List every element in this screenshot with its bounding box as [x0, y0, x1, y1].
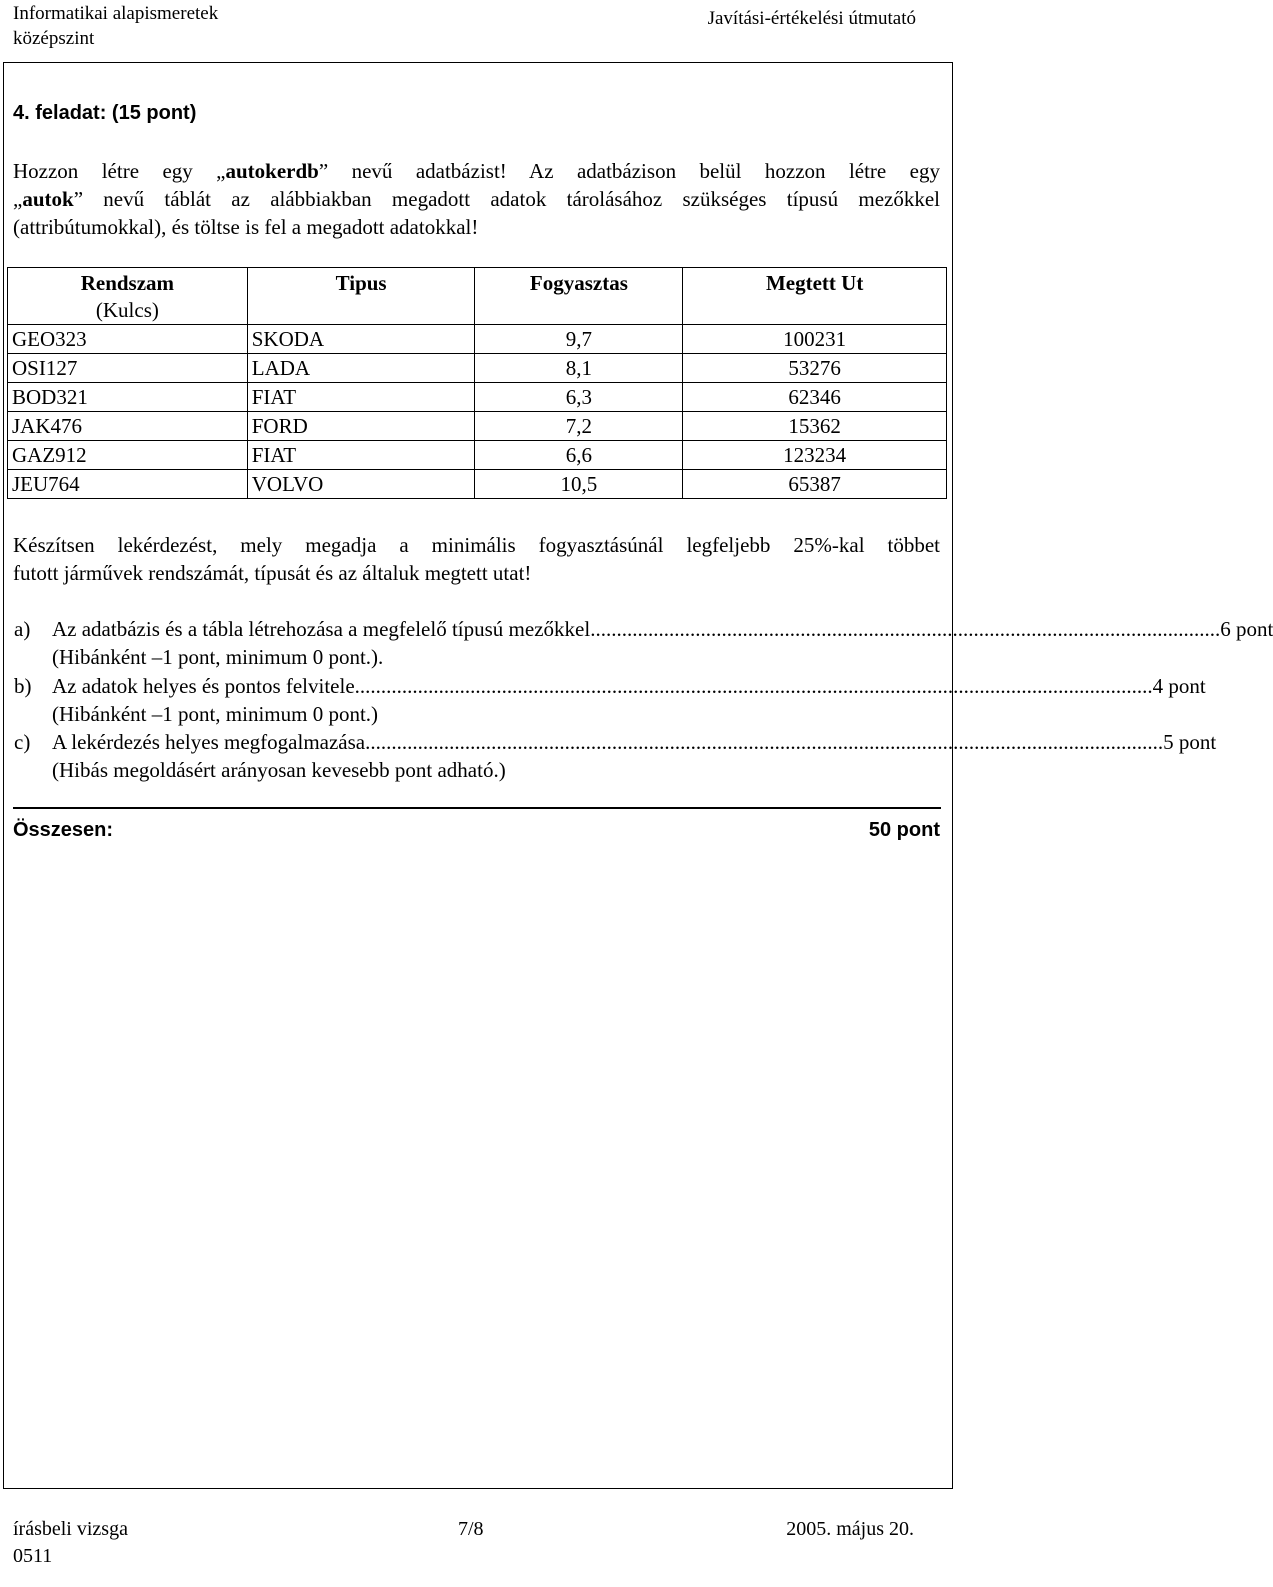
table-row: GEO323 SKODA 9,7 100231	[8, 325, 947, 354]
total-label: Összesen:	[13, 819, 114, 841]
header-subject: Informatikai alapismeretek	[13, 3, 219, 24]
score-note-b: (Hibánként –1 pont, minimum 0 pont.)	[52, 702, 379, 726]
header-rendszam: Rendszam (Kulcs)	[8, 268, 248, 325]
total-divider	[13, 807, 941, 809]
table-row: BOD321 FIAT 6,3 62346	[8, 383, 947, 412]
table-row: JEU764 VOLVO 10,5 65387	[8, 470, 947, 499]
footer-date: 2005. május 20.	[786, 1518, 914, 1540]
intro-line-2: „autok” nevű táblát az alábbiakban megadott adatok tárolásához szükséges típusú mezőkkel	[13, 187, 940, 211]
header-megtett-ut: Megtett Ut	[683, 268, 947, 325]
footer-exam-type: írásbeli vizsga	[13, 1518, 128, 1540]
total-points: 50 pont	[868, 819, 940, 841]
footer-page-number: 7/8	[458, 1518, 484, 1540]
score-item-b: b) Az adatok helyes és pontos felvitele ........................................................................................................................................................ 4 pont	[14, 674, 1206, 698]
query-line-1: Készítsen lekérdezést, mely megadja a minimális fogyasztásúnál legfeljebb 25%-kal többet	[13, 533, 940, 557]
header-level: középszint	[13, 28, 95, 49]
table-row: GAZ912 FIAT 6,6 123234	[8, 441, 947, 470]
footer-code: 0511	[13, 1545, 53, 1567]
score-item-c: c) A lekérdezés helyes megfogalmazása ........................................................................................................................................................ 5 pont	[14, 730, 1217, 754]
task-title: 4. feladat: (15 pont)	[13, 102, 197, 124]
score-note-a: (Hibánként –1 pont, minimum 0 pont.).	[52, 645, 384, 669]
table-row: OSI127 LADA 8,1 53276	[8, 354, 947, 383]
header-fogyasztas: Fogyasztas	[475, 268, 683, 325]
intro-line-1: Hozzon létre egy „autokerdb” nevű adatbázist! Az adatbázison belül hozzon létre egy	[13, 159, 940, 183]
header-tipus: Tipus	[247, 268, 475, 325]
query-line-2: futott járművek rendszámát, típusát és az általuk megtett utat!	[13, 561, 532, 585]
header-guide-title: Javítási-értékelési útmutató	[707, 8, 916, 29]
db-name: autokerdb	[225, 159, 319, 183]
cars-table	[7, 267, 947, 499]
score-note-c: (Hibás megoldásért arányosan kevesebb pont adható.)	[52, 758, 506, 782]
score-item-a: a) Az adatbázis és a tábla létrehozása a megfelelő típusú mezőkkel ........................................................................................................................ 6 pont	[14, 617, 1273, 641]
table-name: autok	[22, 187, 74, 211]
intro-line-3: (attribútumokkal), és töltse is fel a megadott adatokkal!	[13, 215, 479, 239]
table-row: JAK476 FORD 7,2 15362	[8, 412, 947, 441]
table-header-row	[8, 268, 947, 325]
